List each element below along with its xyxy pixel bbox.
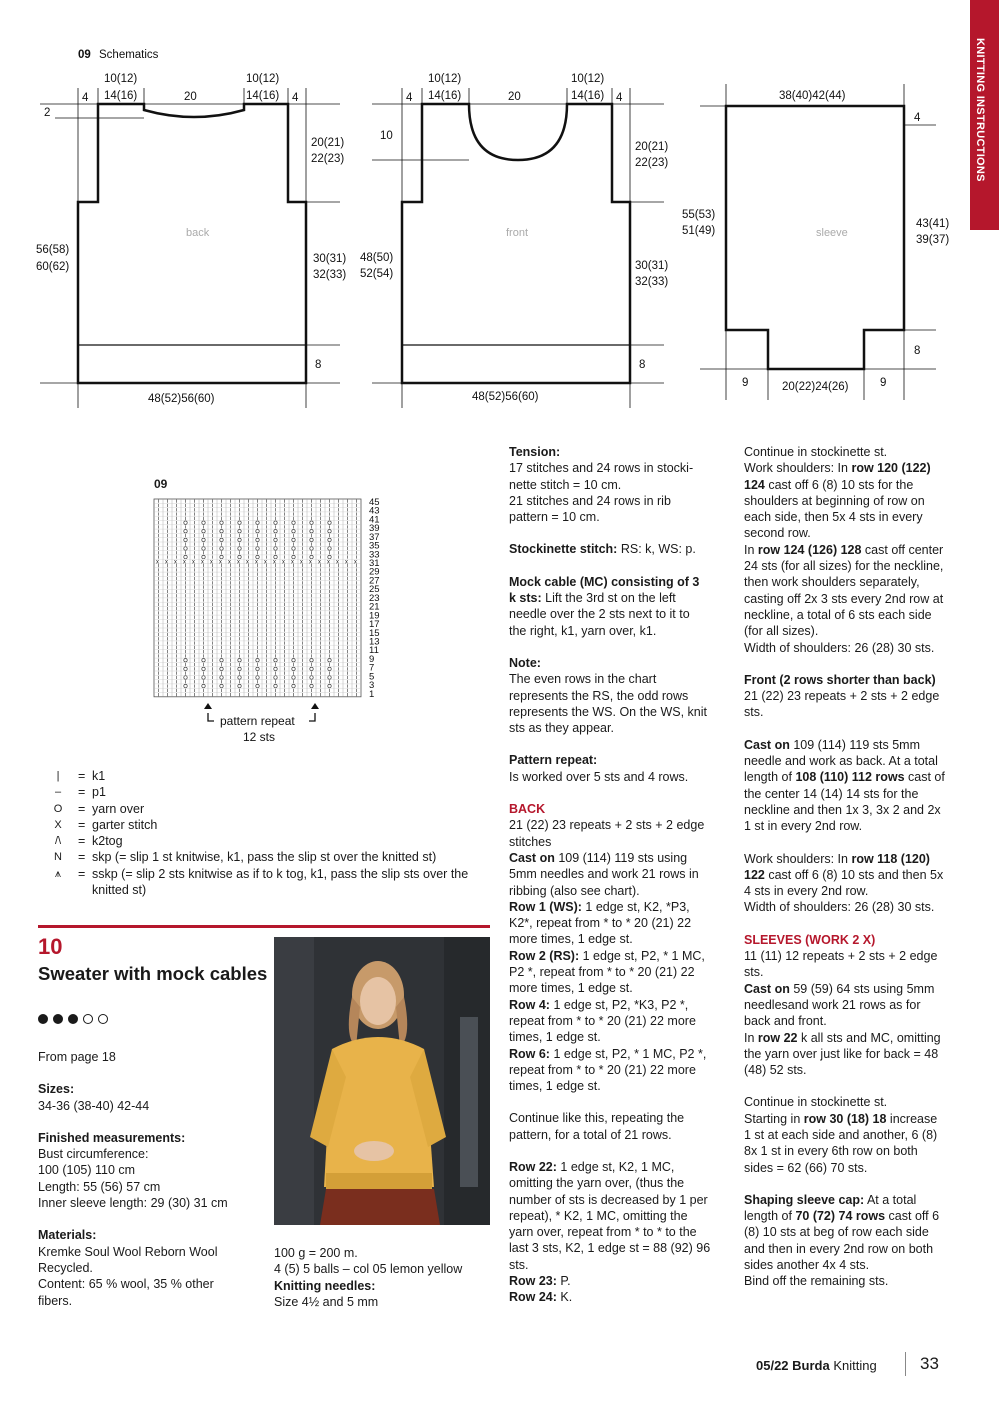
garter-mark: x bbox=[300, 559, 303, 566]
difficulty-dot-filled bbox=[53, 1014, 63, 1024]
garter-mark: x bbox=[255, 559, 258, 566]
chart-number: 09 bbox=[154, 477, 168, 491]
body-text: 8x 1 st in every 6th row on both bbox=[744, 1144, 918, 1159]
legend-text: garter stitch bbox=[92, 817, 158, 832]
body-text: Continue in stockinette st. bbox=[744, 1095, 888, 1110]
cast-on-heading: Cast on bbox=[744, 737, 790, 752]
body-text: cast off 6 bbox=[885, 1209, 940, 1224]
body-text: cast off 6 (8) 10 sts and then 5x bbox=[764, 867, 944, 882]
chart-row-label: 21 bbox=[369, 601, 380, 613]
piece-label-sleeve: sleeve bbox=[816, 227, 848, 239]
front-outline bbox=[402, 104, 630, 383]
row-heading: Row 22: bbox=[509, 1159, 557, 1174]
row-ref: row 118 (120) bbox=[851, 851, 930, 866]
dim-label: 9 bbox=[880, 377, 887, 389]
body-text: 1 st in every 2nd row. bbox=[744, 819, 863, 834]
sleeves-heading: SLEEVES (WORK 2 X) bbox=[744, 932, 876, 947]
dim-label: 10(12) bbox=[428, 73, 462, 85]
body-text: and then in every 2nd row on both bbox=[744, 1241, 934, 1256]
body-text: 109 (114) 119 sts using bbox=[554, 850, 688, 865]
chart-row-label: 31 bbox=[369, 558, 380, 570]
chart-row-label: 11 bbox=[369, 645, 379, 657]
schematics-number: 09 bbox=[78, 49, 91, 61]
dim-label: 14(16) bbox=[571, 90, 605, 102]
body-text: needle and work as back. At a total bbox=[744, 754, 938, 769]
from-page: From page 18 bbox=[38, 1050, 116, 1064]
chart-row-label: 33 bbox=[369, 549, 380, 561]
body-text: number of sts is decreased by 1 per bbox=[509, 1192, 708, 1207]
body-text: 5mm needles and work 21 rows in bbox=[509, 867, 699, 882]
body-text: neckline and then 1x 3, 3x 2 and 2x bbox=[744, 802, 941, 817]
finished-text: Inner sleeve length: 29 (30) 31 cm bbox=[38, 1196, 228, 1211]
chart-legend bbox=[38, 768, 492, 898]
dim-label: 8 bbox=[639, 359, 646, 371]
page-number: 33 bbox=[920, 1354, 939, 1373]
cast-on-heading: Cast on bbox=[744, 981, 790, 996]
tension-heading: Tension: bbox=[509, 445, 561, 459]
finished-text: Bust circumference: bbox=[38, 1147, 149, 1162]
dim-label: 14(16) bbox=[428, 90, 462, 102]
garter-mark: x bbox=[273, 559, 276, 566]
body-text: sts as they appear. bbox=[509, 721, 614, 736]
body-text: sides = 62 (66) 70 sts. bbox=[744, 1160, 868, 1175]
chart-row-label: 19 bbox=[369, 610, 380, 622]
legend-item bbox=[38, 768, 492, 784]
dim-label: 4 bbox=[914, 112, 921, 124]
pattern-repeat-heading: Pattern repeat: bbox=[509, 753, 598, 768]
chart-row-label: 9 bbox=[369, 653, 375, 665]
body-text: back and front. bbox=[744, 1014, 827, 1029]
row-ref: row 22 bbox=[757, 1030, 798, 1045]
body-text: 1 edge st, P2, *K3, P2 *, bbox=[549, 997, 689, 1012]
materials-text: Content: 65 % wool, 35 % other bbox=[38, 1277, 214, 1292]
row-ref: row 124 (126) 128 bbox=[757, 542, 862, 557]
finished-text: Length: 55 (56) 57 cm bbox=[38, 1179, 161, 1194]
yarn-text: 4 (5) 5 balls – col 05 lemon yellow bbox=[274, 1262, 463, 1277]
body-text: 17 stitches and 24 rows in stocki- bbox=[509, 461, 694, 476]
body-text: yarn over, repeat from * to * to the bbox=[509, 1225, 697, 1240]
cast-on-heading: Cast on bbox=[509, 850, 555, 865]
dim-label: 22(23) bbox=[635, 157, 669, 169]
dim-label: 52(54) bbox=[360, 268, 394, 280]
dim-label: 20(21) bbox=[635, 141, 669, 153]
chart-row-label: 25 bbox=[369, 584, 380, 596]
section-tab-label: KNITTING INSTRUCTIONS bbox=[974, 38, 986, 182]
dim-label: 38(40)42(44) bbox=[779, 90, 846, 102]
garter-mark: x bbox=[165, 559, 168, 566]
body-text: cast of bbox=[904, 770, 945, 785]
footer-divider bbox=[905, 1352, 906, 1376]
legend-symbol: | bbox=[56, 770, 60, 782]
body-text: Continue like this, repeating the bbox=[509, 1111, 685, 1126]
dim-label: 4 bbox=[406, 92, 413, 104]
dim-label: 55(53) bbox=[682, 209, 716, 221]
dim-label: 9 bbox=[742, 377, 749, 389]
body-text: needlesand work 21 rows as for bbox=[744, 997, 921, 1012]
dim-label: 14(16) bbox=[104, 90, 138, 102]
body-text: then work shoulders separately, bbox=[744, 575, 920, 590]
chart-row-label: 37 bbox=[369, 531, 380, 543]
legend-text: yarn over bbox=[92, 801, 145, 816]
body-text: (8) 10 sts at beg of row each side bbox=[744, 1225, 929, 1240]
back-heading: BACK bbox=[509, 802, 546, 817]
legend-item bbox=[38, 849, 492, 865]
dim-label: 43(41) bbox=[916, 218, 950, 230]
dim-label: 39(37) bbox=[916, 234, 950, 246]
dim-label: 56(58) bbox=[36, 244, 70, 256]
body-text: repeat from * to * 20 (21) 22 more bbox=[509, 1013, 696, 1028]
materials-heading: Materials: bbox=[38, 1228, 97, 1243]
back-outline bbox=[78, 104, 306, 383]
section-divider bbox=[38, 925, 490, 928]
dim-label: 20 bbox=[508, 91, 521, 103]
schematics-heading: Schematics bbox=[99, 49, 159, 61]
body-text: neckline, a total of 6 sts each side bbox=[744, 607, 932, 622]
body-text: K. bbox=[556, 1290, 573, 1305]
body-text: 1 edge st, P2, * 1 MC, bbox=[579, 948, 705, 963]
body-text: Width of shoulders: 26 (28) 30 sts. bbox=[744, 640, 935, 655]
body-text: the right, k1, yarn over, k1. bbox=[509, 623, 657, 638]
body-text: last 3 sts, K2, 1 edge st = 88 (92) 96 bbox=[509, 1241, 711, 1256]
chart-row-label: 27 bbox=[369, 575, 380, 587]
dim-label: 8 bbox=[914, 345, 921, 357]
legend-symbol: – bbox=[54, 786, 62, 799]
note-heading: Note: bbox=[509, 655, 541, 670]
legend-item bbox=[38, 801, 492, 817]
garter-mark: x bbox=[309, 559, 312, 566]
chart-row-label: 3 bbox=[369, 680, 375, 692]
dim-label: 30(31) bbox=[635, 260, 669, 272]
model-photo bbox=[274, 937, 490, 1225]
body-text: shoulders at beginning of row on bbox=[744, 493, 925, 508]
garter-mark: x bbox=[237, 559, 240, 566]
garter-mark: x bbox=[174, 559, 177, 566]
instructions-column-2 bbox=[744, 444, 969, 1290]
body-text: 21 (22) 23 repeats + 2 sts + 2 edge bbox=[744, 689, 940, 704]
body-text: 21 stitches and 24 rows in rib bbox=[509, 493, 671, 508]
garter-mark: x bbox=[264, 559, 267, 566]
dim-label: 20(22)24(26) bbox=[782, 381, 849, 393]
row-heading: Row 4: bbox=[509, 997, 550, 1012]
body-text: represents the WS. On the WS, knit bbox=[509, 704, 707, 719]
row-ref: row 30 (18) 18 bbox=[803, 1111, 887, 1126]
chart-row-label: 39 bbox=[369, 523, 380, 535]
body-text: more times, 1 edge st. bbox=[509, 981, 633, 996]
schematics-diagram bbox=[0, 0, 960, 420]
difficulty-dot-empty bbox=[83, 1014, 93, 1024]
finished-text: 100 (105) 110 cm bbox=[38, 1163, 136, 1178]
legend-equals: = bbox=[78, 850, 86, 865]
garter-mark: x bbox=[210, 559, 213, 566]
dim-label: 51(49) bbox=[682, 225, 716, 237]
body-text: the yarn over just like for back = 48 bbox=[744, 1046, 939, 1061]
chart-row-label: 41 bbox=[369, 514, 380, 526]
dim-label: 14(16) bbox=[246, 90, 280, 102]
magazine-name: Knitting bbox=[833, 1358, 877, 1373]
legend-text: sskp (= slip 2 sts knitwise as if to k tog, k1, pass the slip sts over the knitted st) bbox=[92, 866, 469, 898]
row-ref: 124 bbox=[744, 477, 765, 492]
dim-label: 4 bbox=[82, 92, 89, 104]
body-text: 59 (59) 64 sts using 5mm bbox=[789, 981, 935, 996]
body-text: length of bbox=[744, 770, 796, 785]
row-heading: Row 2 (RS): bbox=[509, 948, 580, 963]
row-ref: 122 bbox=[744, 867, 765, 882]
body-text: 11 (11) 12 repeats + 2 sts + 2 edge bbox=[744, 949, 938, 964]
body-text: casting off 2x 3 sts every 2nd row at bbox=[744, 591, 944, 606]
materials-text: fibers. bbox=[38, 1293, 73, 1308]
materials-text: Recycled. bbox=[38, 1260, 93, 1275]
garter-mark: x bbox=[228, 559, 231, 566]
dim-label: 10(12) bbox=[246, 73, 280, 85]
body-text: P2 *, repeat from * to * 20 (21) 22 bbox=[509, 965, 695, 980]
difficulty-dot-filled bbox=[68, 1014, 78, 1024]
chart-row-label: 15 bbox=[369, 627, 380, 639]
legend-equals: = bbox=[78, 785, 86, 800]
body-text: P. bbox=[556, 1274, 571, 1289]
legend-equals: = bbox=[78, 769, 86, 783]
body-text: (for all sizes). bbox=[744, 624, 819, 639]
instructions-column-1 bbox=[509, 444, 734, 1306]
body-text: repeat), * K2, 1 MC, omitting the bbox=[509, 1208, 688, 1223]
dim-label: 60(62) bbox=[36, 261, 70, 273]
row-heading: Row 23: bbox=[509, 1274, 557, 1289]
legend-item bbox=[38, 833, 492, 849]
body-text: sides another 4x 4 sts. bbox=[744, 1258, 870, 1273]
body-text: The even rows in the chart bbox=[509, 672, 657, 687]
body-text: Work shoulders: In bbox=[744, 461, 852, 476]
sweater-photo-illustration bbox=[274, 937, 490, 1225]
body-text: 1 edge st, K2, *P3, bbox=[581, 899, 690, 914]
dim-label: 20(21) bbox=[311, 137, 345, 149]
body-text: RS: k, WS: p. bbox=[617, 542, 696, 557]
issue-number: 05/22 bbox=[756, 1358, 789, 1373]
garter-mark: x bbox=[327, 559, 330, 566]
garter-mark: x bbox=[291, 559, 294, 566]
body-text: At a total bbox=[864, 1192, 917, 1207]
chart-row-label: 35 bbox=[369, 540, 380, 552]
legend-symbol: O bbox=[53, 802, 63, 815]
body-text: length of bbox=[744, 1209, 796, 1224]
garter-mark: x bbox=[219, 559, 222, 566]
dim-label: 10(12) bbox=[571, 73, 605, 85]
body-text: Bind off the remaining sts. bbox=[744, 1274, 889, 1289]
piece-label-front: front bbox=[506, 227, 529, 239]
row-ref: 70 (72) 74 rows bbox=[795, 1209, 886, 1224]
body-text: sts. bbox=[744, 965, 764, 980]
body-text: 1 st at each side and another, 6 (8) bbox=[744, 1127, 938, 1142]
legend-equals: = bbox=[78, 866, 86, 881]
body-text: (48) 52 sts. bbox=[744, 1063, 807, 1078]
body-text: second row. bbox=[744, 526, 811, 541]
body-text: represents the RS, the odd rows bbox=[509, 688, 689, 703]
dim-label: 10 bbox=[380, 130, 393, 142]
chart-row-label: 17 bbox=[369, 619, 380, 631]
row-heading: Row 24: bbox=[509, 1290, 557, 1305]
legend-text: p1 bbox=[92, 785, 106, 800]
section-tab bbox=[970, 0, 999, 230]
body-text: sts. bbox=[744, 705, 764, 720]
materials-column bbox=[274, 1245, 490, 1310]
materials-text: Kremke Soul Wool Reborn Wool bbox=[38, 1244, 218, 1259]
difficulty-dot-filled bbox=[38, 1014, 48, 1024]
dim-label: 10(12) bbox=[104, 73, 138, 85]
pattern-info-column bbox=[38, 1049, 268, 1309]
legend-item bbox=[38, 817, 492, 833]
legend-symbol: N bbox=[54, 851, 62, 864]
chart-row-label: 23 bbox=[369, 592, 380, 604]
legend-item bbox=[38, 784, 492, 800]
yarn-text: 100 g = 200 m. bbox=[274, 1246, 358, 1260]
garter-mark: x bbox=[282, 559, 285, 566]
difficulty-rating bbox=[38, 1014, 108, 1024]
row-heading: Row 6: bbox=[509, 1046, 550, 1061]
body-text: 21 (22) 23 repeats + 2 sts + 2 edge bbox=[509, 818, 705, 833]
legend-equals: = bbox=[78, 817, 86, 832]
difficulty-dot-empty bbox=[98, 1014, 108, 1024]
dim-label: 30(31) bbox=[313, 253, 347, 265]
dim-label: 32(33) bbox=[313, 269, 347, 281]
garter-mark: x bbox=[183, 559, 186, 566]
garter-mark: x bbox=[354, 559, 357, 566]
body-text: repeat from * to * 20 (21) 22 more bbox=[509, 1062, 696, 1077]
body-text: k all sts and MC, omitting bbox=[797, 1030, 941, 1045]
body-text: times, 1 edge st. bbox=[509, 1079, 601, 1094]
dim-label: 2 bbox=[44, 107, 51, 119]
body-text: the center 14 (14) 14 sts for the bbox=[744, 786, 919, 801]
stockinette-heading: Stockinette stitch: bbox=[509, 542, 618, 557]
legend-symbol: /\ bbox=[54, 835, 62, 848]
body-text: 24 sts (for all sizes) for the neckline, bbox=[744, 559, 944, 574]
body-text: In bbox=[744, 1030, 758, 1045]
brand-name: Burda bbox=[792, 1358, 830, 1373]
body-text: Starting in bbox=[744, 1111, 804, 1126]
legend-text: k2tog bbox=[92, 834, 123, 849]
body-text: 109 (114) 119 sts 5mm bbox=[789, 737, 920, 752]
knitting-chart bbox=[150, 495, 390, 750]
garter-mark: x bbox=[345, 559, 348, 566]
sleeve-outline bbox=[726, 106, 904, 369]
piece-label-back: back bbox=[186, 227, 210, 239]
mock-cable-heading: k sts: bbox=[509, 591, 542, 606]
garter-mark: x bbox=[192, 559, 195, 566]
pattern-repeat-count: 12 sts bbox=[243, 730, 276, 744]
body-text: 1 edge st, K2, 1 MC, bbox=[556, 1159, 675, 1174]
dim-label: 22(23) bbox=[311, 153, 345, 165]
body-text: increase bbox=[886, 1111, 938, 1126]
body-text: Is worked over 5 sts and 4 rows. bbox=[509, 769, 689, 784]
body-text: Work shoulders: In bbox=[744, 851, 852, 866]
legend-equals: = bbox=[78, 834, 86, 849]
legend-item bbox=[38, 866, 492, 899]
body-text: more times, 1 edge st. bbox=[509, 932, 633, 947]
row-heading: Row 1 (WS): bbox=[509, 899, 582, 914]
chart-row-label: 45 bbox=[369, 497, 380, 508]
body-text: pattern, for a total of 21 rows. bbox=[509, 1127, 672, 1142]
chart-row-label: 1 bbox=[369, 688, 375, 700]
front-heading: Front (2 rows shorter than back) bbox=[744, 672, 936, 687]
body-text: Width of shoulders: 26 (28) 30 sts. bbox=[744, 900, 935, 915]
body-text: ribbing (also see chart). bbox=[509, 883, 640, 898]
garter-mark: x bbox=[156, 559, 159, 566]
page-footer bbox=[756, 1354, 939, 1373]
dim-label: 4 bbox=[292, 92, 299, 104]
body-text: K2*, repeat from * to * 20 (21) 22 bbox=[509, 916, 692, 931]
body-text: In bbox=[744, 542, 758, 557]
chart-row-label: 5 bbox=[369, 671, 375, 683]
body-text: nette stitch = 10 cm. bbox=[509, 477, 622, 492]
dim-label: 48(50) bbox=[360, 252, 394, 264]
sizes-heading: Sizes: bbox=[38, 1082, 75, 1097]
row-ref: 108 (110) 112 rows bbox=[795, 770, 905, 785]
needles-heading: Knitting needles: bbox=[274, 1278, 376, 1293]
sleeve-cap-heading: Shaping sleeve cap: bbox=[744, 1192, 865, 1207]
body-text: pattern = 10 cm. bbox=[509, 510, 600, 525]
finished-heading: Finished measurements: bbox=[38, 1130, 186, 1145]
dim-label: 48(52)56(60) bbox=[148, 393, 215, 405]
body-text: cast off 6 (8) 10 sts for the bbox=[764, 477, 914, 492]
body-text: Continue in stockinette st. bbox=[744, 445, 888, 459]
body-text: 4 sts in every 2nd row. bbox=[744, 884, 869, 899]
dim-label: 32(33) bbox=[635, 276, 669, 288]
body-text: stitches bbox=[509, 834, 552, 849]
dim-label: 8 bbox=[315, 359, 322, 371]
legend-symbol: ⩚ bbox=[54, 867, 62, 880]
body-text: 1 edge st, P2, * 1 MC, P2 *, bbox=[549, 1046, 707, 1061]
body-text: Lift the 3rd st on the left bbox=[541, 591, 676, 606]
dim-label: 4 bbox=[616, 92, 623, 104]
chart-row-label: 29 bbox=[369, 566, 380, 578]
garter-mark: x bbox=[336, 559, 339, 566]
chart-row-label: 7 bbox=[369, 662, 375, 674]
legend-symbol: X bbox=[54, 818, 62, 831]
pattern-number: 10 bbox=[38, 934, 63, 959]
legend-text: k1 bbox=[92, 769, 106, 783]
garter-mark: x bbox=[318, 559, 321, 566]
legend-equals: = bbox=[78, 801, 86, 816]
dim-label: 20 bbox=[184, 91, 197, 103]
body-text: each side, then 5x 4 sts in every bbox=[744, 510, 923, 525]
sizes-text: 34-36 (38-40) 42-44 bbox=[38, 1098, 150, 1113]
dim-label: 48(52)56(60) bbox=[472, 391, 539, 403]
body-text: cast off center bbox=[861, 542, 944, 557]
chart-row-label: 43 bbox=[369, 505, 380, 517]
garter-mark: x bbox=[246, 559, 249, 566]
needles-text: Size 4½ and 5 mm bbox=[274, 1294, 379, 1309]
garter-mark: x bbox=[201, 559, 204, 566]
body-text: sts. bbox=[509, 1257, 529, 1272]
mock-cable-heading: Mock cable (MC) consisting of 3 bbox=[509, 574, 700, 589]
body-text: omitting the yarn over, (thus the bbox=[509, 1176, 685, 1191]
chart-row-label: 13 bbox=[369, 636, 380, 648]
row-ref: row 120 (122) bbox=[851, 461, 931, 476]
pattern-title: Sweater with mock cables bbox=[38, 963, 268, 984]
legend-text: skp (= slip 1 st knitwise, k1, pass the slip st over the knitted st) bbox=[92, 850, 437, 865]
body-text: times, 1 edge st. bbox=[509, 1030, 601, 1045]
body-text: needle over the 2 sts next to it to bbox=[509, 607, 690, 622]
pattern-repeat-label: pattern repeat bbox=[220, 714, 295, 728]
